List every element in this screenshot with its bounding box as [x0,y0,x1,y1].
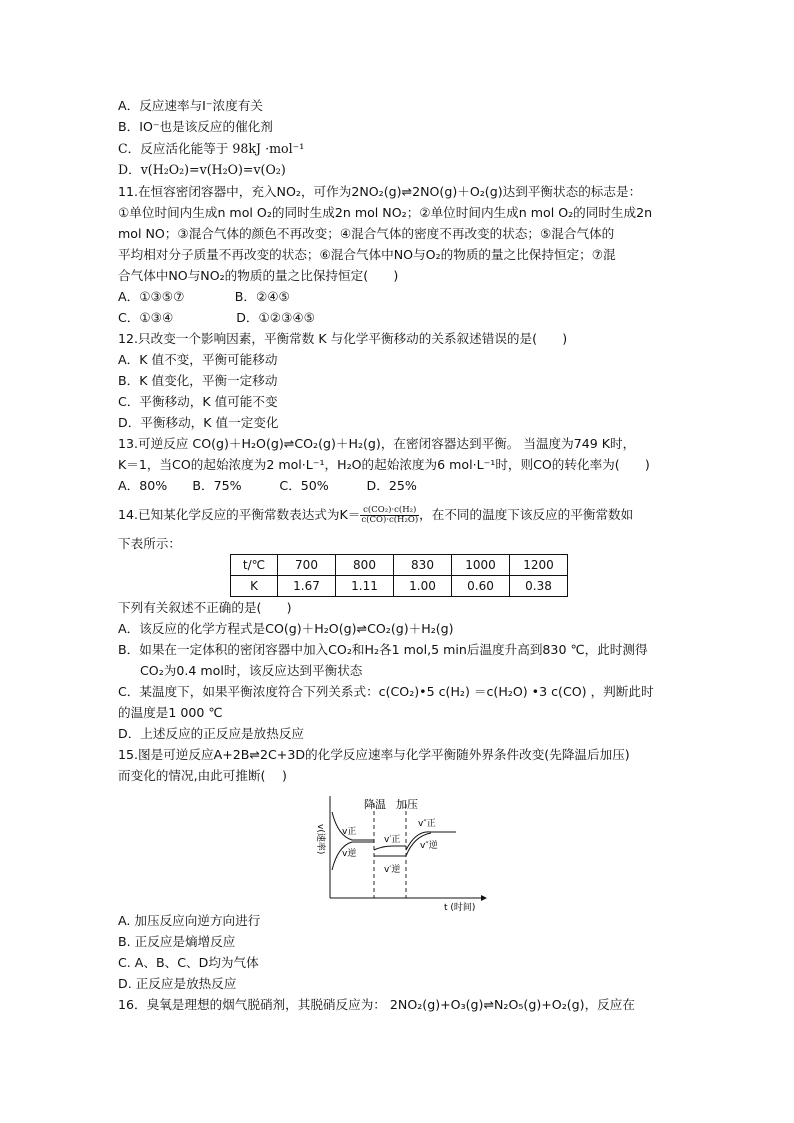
v-forward-label-2: v′正 [384,835,401,845]
y-axis-label: v(速率) [315,824,325,855]
pressure-label: 加压 [396,798,418,811]
q13-options: A．80% B．75% C．50% D．25% [118,478,417,493]
q11-options-ab: A．①③⑤⑦ B．②④⑤ [118,289,290,304]
q14-option-b-line2: CO₂为0.4 mol时，该反应达到平衡状态 [140,663,363,678]
q11-stem-line2: ①单位时间内生成n mol O₂的同时生成2n mol NO₂；②单位时间内生成n mol O₂的同时生成2n [118,205,653,220]
q15-stem-line1: 15.图是可逆反应A+2B⇌2C+3D的化学反应速率与化学平衡随外界条件改变(先降温后加压) [118,747,630,762]
fraction-numerator: c(CO₂)·c(H₂) [360,506,419,516]
q14-stem-end: ，在不同的温度下该反应的平衡常数如 [419,507,634,522]
v-forward-label-1: v正 [342,827,357,837]
q11-stem-line4: 平均相对分子质量不再改变的状态；⑥混合气体中NO与O₂的物质的量之比保持恒定；⑦混 [118,247,616,262]
x-axis-label: t (时间) [444,903,476,913]
equilibrium-constant-fraction [360,506,419,525]
rate-time-graph [296,790,496,915]
table-header-cell: 800 [336,555,394,576]
q11-stem-line5: 合气体中NO与NO₂的物质的量之比保持恒定( ) [118,268,399,283]
q15-option-b: B. 正反应是熵增反应 [118,934,236,949]
v-reverse-label-3: v″逆 [420,841,438,851]
q15-option-a: A. 加压反应向逆方向进行 [118,913,261,928]
q14-option-b-line1: B．如果在一定体积的密闭容器中加入CO₂和H₂各1 mol,5 min后温度升高到830 ℃，此时测得 [118,642,648,657]
table-header-cell: t/℃ [231,555,278,576]
q13-stem-line2: K＝1，当CO的起始浓度为2 mol·L⁻¹，H₂O的起始浓度为6 mol·L⁻¹时，则CO的转化率为( ) [118,457,650,472]
q12-option-a: A．K 值不变，平衡可能移动 [118,352,278,367]
q14-stem-start: 14.已知某化学反应的平衡常数表达式为K＝ [118,507,361,522]
table-header-cell: 830 [394,555,452,576]
q10-option-b: B．IO⁻也是该反应的催化剂 [118,119,273,134]
q15-option-d: D. 正反应是放热反应 [118,976,237,991]
q12-option-c: C．平衡移动，K 值可能不变 [118,394,278,409]
table-row [231,555,568,576]
v-reverse-label-1: v逆 [342,849,357,859]
q15-option-c: C. A、B、C、D均为气体 [118,955,259,970]
q14-question: 下列有关叙述不正确的是( ) [118,600,292,615]
table-header-cell: 700 [278,555,336,576]
v-forward-curve-2 [374,846,406,850]
cooling-label: 降温 [364,798,386,811]
table-cell: 1.11 [336,576,394,597]
q14-stem-line1 [118,506,633,525]
v-reverse-label-2: v′逆 [384,865,401,875]
q16-stem: 16．臭氧是理想的烟气脱硝剂，其脱硝反应为： 2NO₂(g)+O₃(g)⇌N₂O₅(g)+O₂(g)，反应在 [118,997,635,1012]
table-cell: 0.60 [452,576,510,597]
q10-option-d: D．v(H₂O₂)=v(H₂O)=v(O₂) [118,162,286,177]
q12-stem: 12.只改变一个影响因素，平衡常数 K 与化学平衡移动的关系叙述错误的是( ) [118,331,568,346]
equilibrium-constant-table [230,554,568,597]
q12-option-d: D．平衡移动，K 值一定变化 [118,415,279,430]
q12-option-b: B．K 值变化，平衡一定移动 [118,373,278,388]
table-cell: 1.00 [394,576,452,597]
q11-options-cd: C．①③④ D．①②③④⑤ [118,310,315,325]
x-axis-arrow [481,895,487,901]
q10-option-a: A．反应速率与I⁻浓度有关 [118,98,263,113]
q14-stem-line2: 下表所示： [118,536,181,551]
q15-stem-line2: 而变化的情况,由此可推断( ) [118,768,287,783]
table-header-cell: 1000 [452,555,510,576]
table-cell: 1.67 [278,576,336,597]
q11-stem-line1: 11.在恒容密闭容器中，充入NO₂，可作为2NO₂(g)⇌2NO(g)＋O₂(g)达到平衡状态的标志是： [118,184,642,199]
table-cell: 0.38 [510,576,568,597]
q14-option-a: A．该反应的化学方程式是CO(g)＋H₂O(g)⇌CO₂(g)＋H₂(g) [118,621,454,636]
q11-stem-line3: mol NO；③混合气体的颜色不再改变；④混合气体的密度不再改变的状态；⑤混合气体的 [118,226,615,241]
q13-stem-line1: 13.可逆反应 CO(g)＋H₂O(g)⇌CO₂(g)＋H₂(g)，在密闭容器达到平衡。 当温度为749 K时， [118,436,636,451]
table-row [231,576,568,597]
table-cell: K [231,576,278,597]
table-header-cell: 1200 [510,555,568,576]
q14-option-c-line2: 的温度是1 000 ℃ [118,705,223,720]
q10-option-c: C．反应活化能等于 98kJ ·mol⁻¹ [118,141,305,156]
q14-option-d: D．上述反应的正反应是放热反应 [118,726,305,741]
q14-option-c-line1: C．某温度下，如果平衡浓度符合下列关系式：c(CO₂)•5 c(H₂) ＝c(H₂O) •3 c(CO) ，判断此时 [118,684,654,699]
fraction-denominator: c(CO)·c(H₂O) [361,515,419,525]
v-forward-label-3: v″正 [418,819,436,829]
